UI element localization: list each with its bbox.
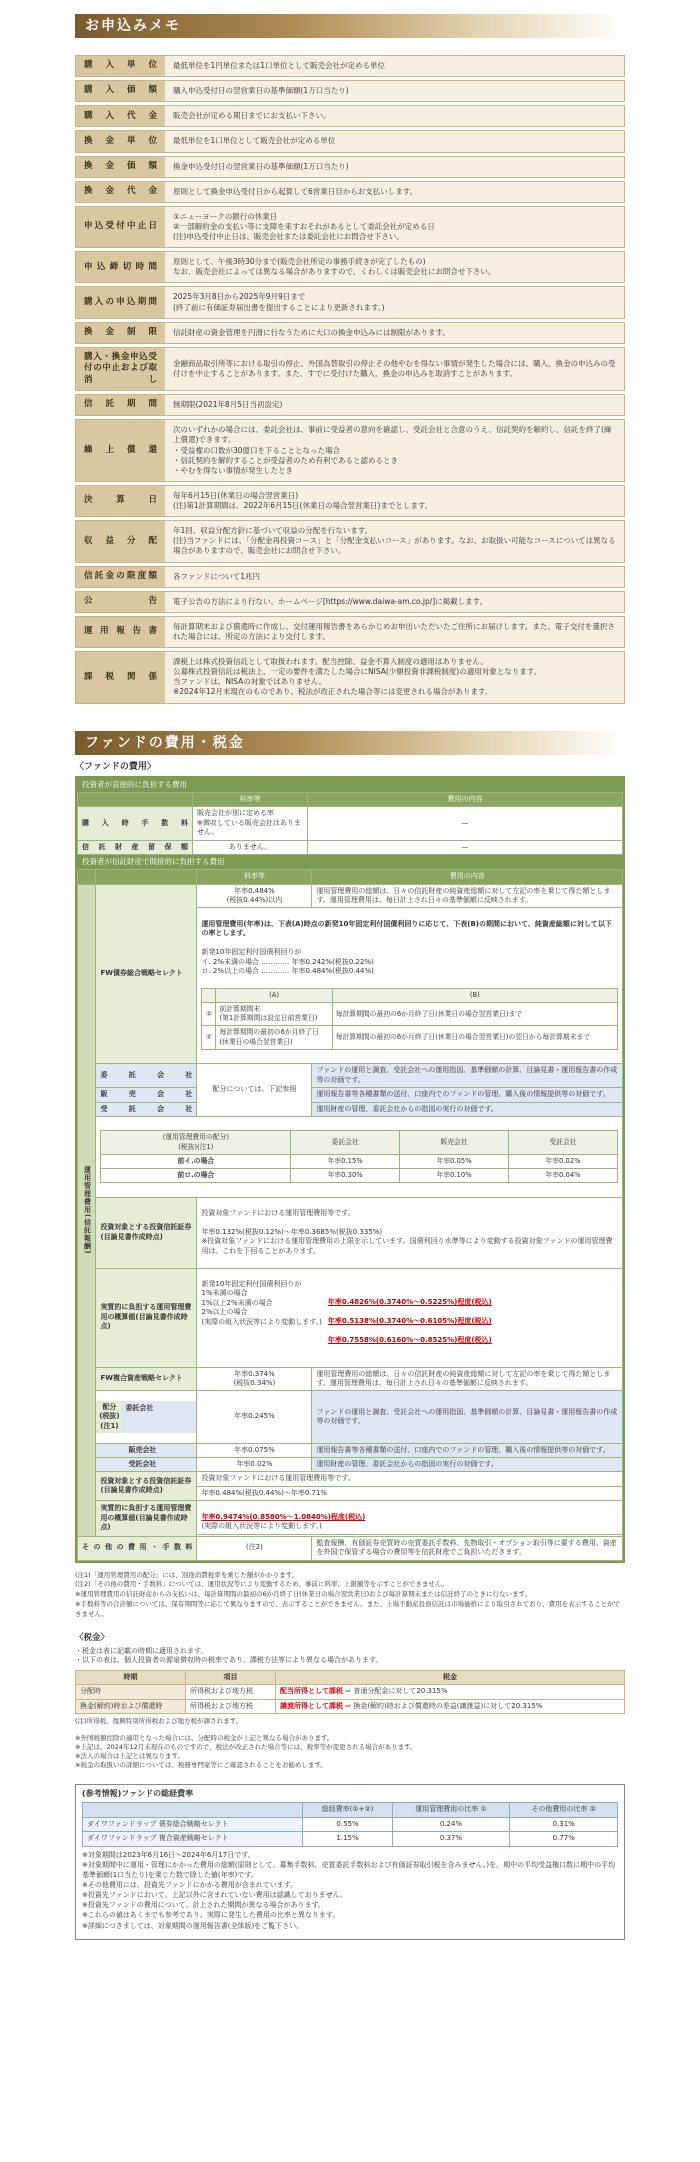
memo-row [75,566,625,588]
memo-row [75,322,625,344]
mix-itaku-content: ファンドの運用と調査、受託会社への運用指図、基準価額の計算、目論見書・運用報告書の作成等の対価です。 [312,1391,623,1443]
col-fee-header: 料率等 [193,792,308,806]
split-table [100,1130,618,1183]
ratio-value: 1.15% [303,1832,392,1846]
expense-ratio-box [75,1784,625,1940]
ab-no: ② [202,1026,216,1049]
memo-label: 課税関係 [75,651,165,704]
memo-value: 最低単位を1口単位として販売会社が定める単位 [165,130,625,152]
ab-no: ① [202,1003,216,1026]
ratio-row [83,1832,618,1846]
mix-itaku-fee: 年率0.245% [197,1391,312,1443]
indirect-cost-table [77,869,623,1560]
mix-hanbai-label: 販売会社 [96,1443,197,1457]
jutaku-content: 運用財産の管理、委託会社からの指図の実行の対価です。 [312,1102,623,1116]
memo-row [75,206,625,248]
ratio-row [83,1817,618,1831]
ab-b: 毎計算期間の最初の6か月終了日(休業日の場合翌営業日)の翌日から毎計算期末まで [332,1026,617,1049]
memo-value: 年1回、収益分配方針に基づいて収益の分配を行ないます。 (注)当ファンドには、「分配金再投資コース」と「分配金支払いコース」があります。なお、お取扱い可能なコースについては異なる場合がありますので、販売会社にお問合せ下さい。 [165,520,625,562]
memo-value: 金融商品取引所等における取引の停止、外国為替取引の停止その他やむを得ない事情が発生した場合には、購入、換金の申込みの受付けを中止することがあります。また、すでに受付けた購入、換金の申込みを取消すことがあります。 [165,347,625,391]
memo-label: 購入・換金申込受付の中止および取消し [75,347,165,391]
split-row-value: 年率0.10% [400,1168,509,1182]
split-head-row [101,1131,618,1154]
split-row [101,1154,618,1168]
effective-cell [197,1268,623,1367]
target-fee: 年率0.132%(税抜0.12%)〜年率0.3685%(税抜0.335%) ※投資対象ファンドにおける運用管理費用の上限を示しています。国債利回り水準等により変動する投資対象ファンドの運用管理費用は、これを下回ることがあります。 [201,1227,613,1255]
fw-mix-content: 運用管理費用の総額は、日々の信託財産の純資産総額に対して左記の率を乗じて得た額とします。運用管理費用は、毎日計上され日々の基準価額に反映されます。 [312,1367,623,1391]
fw-bond-fee: 年率0.484% (税抜0.44%)以内 [197,884,312,908]
arrow-icon: ⇨ [343,1701,354,1710]
trust-fee-vertical-label: 運用管理費用(信託報酬) [78,884,96,1536]
memo-row [75,591,625,613]
tax-time: 分配時 [76,1685,186,1699]
split-head-cell: (運用管理費用の配分) (税抜)(注1) [101,1131,291,1154]
tax-row [76,1685,625,1699]
memo-value: 販売会社が定める期日までにお支払い下さい。 [165,105,625,127]
memo-value: 信託財産の資金管理を円滑に行なうために大口の換金申込みには制限があります。 [165,322,625,344]
tax-head-tax: 税金 [276,1670,625,1684]
fw-mix-fee: 年率0.374% (税抜0.34%) [197,1367,312,1391]
indirect-cost-bar: 投資者が信託財産で間接的に負担する費用 [82,856,225,866]
memo-value: 課税上は株式投資信託として取扱われます。配当控除、益金不算入制度の適用はありません。 公募株式投資信託は税法上、一定の要件を満たした場合にNISA(少額投資非課税制度)の適用対象となります。 当ファンドは、NISAの対象ではありません。 ※2024年12月末現在のものであり、税法が改正された場合等には変更される場合があります。 [165,651,625,704]
tax-title: 〈税金〉 [75,1633,110,1644]
memo-row [75,105,625,127]
ab-table [201,988,618,1050]
tax-rate: 換金(解約)時および償還時の差益(譲渡益)に対して20.315% [353,1701,543,1710]
memo-label: 運用報告書 [75,616,165,648]
tax-head-time: 時期 [76,1670,186,1684]
memo-value: 2025年3月8日から2025年9月9日まで (終了前に有価証券届出書を提出することにより更新されます。) [165,286,625,318]
memo-label: 信託金の限度額 [75,566,165,588]
ratio-fund-name: ダイワファンドラップ 複合資産戦略セレクト [83,1832,303,1846]
tax-type: 配当所得として課税 [280,1687,343,1696]
itaku-content: ファンドの運用と調査、受託会社への運用指図、基準価額の計算、目論見書・運用報告書の作成等の対価です。 [312,1064,623,1088]
memo-label: 購入単位 [75,55,165,77]
fw-bond-rule [197,908,623,1064]
purchase-fee-label: 購入時手数料 [78,807,193,840]
ratio-value: 0.77% [510,1832,618,1846]
tax-cell [276,1699,625,1713]
ratio-notes: ※対象期間は2023年6月16日〜2024年6月17日です。 ※対象期間中に運用・管理にかかった費用の総額(原則として、募集手数料、売買委託手数料および有価証券取引税を含みません。)を、期中の平均受益権口数に期中の平均基準価額(1口当たり)を乗じた数で除した値(年率)です。 ※その他費用には、投資先ファンドにかかる費用が含まれています。 ※投資先ファンドにおいて、上記以外に含まれていない費用は認識しておりません。 ※投資先ファンドの費用について、計上された期間が異なる場合があります。 ※これらの値はあくまでも参考であり、実際に発生した費用の比率と異なります。 ※詳細につきましては、対象期間の運用報告書(全体版)をご覧下さい。 [82,1850,616,1930]
memo-label: 購入代金 [75,105,165,127]
target-cell [197,1197,623,1268]
memo-row [75,156,625,178]
memo-label: 決算日 [75,485,165,517]
haibun-label: 配分 (税抜) (注1) [96,1401,122,1433]
target-content: 投資対象ファンドにおける運用管理費用等です。 [201,1208,355,1217]
effective-value-3: 年率0.7558%(0.6160%〜0.8525%)程度(税込) [327,1336,492,1345]
memo-row [75,251,625,283]
split-row-label: 前ロ.の場合 [101,1168,291,1182]
tax-item: 所得税および地方税 [186,1699,276,1713]
ab-a: 毎計算期間の最初の6か月終了日 (休業日の場合翌営業日) [216,1026,332,1049]
memo-row [75,80,625,102]
memo-row [75,520,625,562]
ratio-table [82,1802,618,1846]
fw-bond-rule-lines: 新発10年固定利付国債利回りが イ. 2%未満の場合 ………… 年率0.242%(税抜0.22%) ロ. 2%以上の場合 ………… 年率0.484%(税抜0.44%) [201,948,374,976]
memo-label: 換金代金 [75,181,165,203]
split-row-value: 年率0.02% [509,1154,618,1168]
memo-table [75,52,625,707]
purchase-fee-content: — [308,807,623,840]
ab-row [202,1003,618,1026]
fw-mix-label: FW複合資産戦略セレクト [96,1367,197,1391]
memo-value: 毎計算期末および償還時に作成し、交付運用報告書をあらかじめお申出いただいたご住所にお届けします。また、電子交付を選択された場合には、所定の方法により交付します。 [165,616,625,648]
memo-row [75,485,625,517]
other-fee-content: 監査報酬、有価証券売買時の売買委託手数料、先物取引・オプション取引等に要する費用、資産を外国で保管する場合の費用等を信託財産でご負担いただきます。 [312,1536,623,1560]
ab-b: 毎計算期間の最初の6か月終了日(休業日の場合翌営業日)まで [332,1003,617,1026]
tax-time: 換金(解約)時および償還時 [76,1699,186,1713]
effective-lines: 新発10年固定利付国債利回りが 1%未満の場合 1%以上2%未満の場合 2%以上の場合 (実際の組入状況等により変動します。) [201,1280,322,1326]
memo-row [75,347,625,391]
memo-label: 繰上償還 [75,419,165,482]
split-head-cell: 販売会社 [400,1131,509,1154]
split-row-value: 年率0.04% [509,1168,618,1182]
mix-jutaku-content: 運用財産の管理、委託会社からの指図の実行の対価です。 [312,1458,623,1472]
ratio-title: (参考情報)ファンドの総経費率 [82,1788,194,1798]
col-content-header-2: 費用の内容 [312,870,623,884]
memo-label: 購入の申込期間 [75,286,165,318]
split-row [101,1168,618,1182]
purchase-fee-rate: 販売会社が別に定める率 ※徴収している販売会社はありません。 [193,807,308,840]
ratio-head-cell [83,1803,303,1817]
mix-itaku-label: 委託会社 [122,1401,196,1433]
memo-row [75,394,625,416]
itaku-label: 委託会社 [96,1064,197,1088]
ratio-value: 0.37% [392,1832,510,1846]
memo-label: 換金制限 [75,322,165,344]
memo-label: 公告 [75,591,165,613]
memo-label: 換金価額 [75,156,165,178]
fw-bond-content: 運用管理費用の総額は、日々の信託財産の純資産総額に対して左記の率を乗じて得た額とします。運用管理費用は、毎日計上され日々の基準価額に反映されます。 [312,884,623,908]
memo-row [75,419,625,482]
memo-label: 購入価額 [75,80,165,102]
memo-label: 申込受付中止日 [75,206,165,248]
jutaku-label: 受託会社 [96,1102,197,1116]
distrib-fee: 配分については、下記参照 [197,1064,312,1117]
mix-effective-value: 年率0.9474%(0.8580%〜1.0840%)程度(税込) [201,1512,366,1521]
mix-target-content: 投資対象ファンドにおける運用管理費用等です。 [197,1472,623,1486]
ratio-value: 0.55% [303,1817,392,1831]
memo-row [75,181,625,203]
fw-bond-label: FW債券総合戦略セレクト [96,884,197,1064]
ratio-head-cell: その他費用の比率 ② [510,1803,618,1817]
direct-cost-table [77,792,623,855]
memo-label: 信託期間 [75,394,165,416]
memo-value: 電子公告の方法により行ない、ホームページ[https://www.daiwa-am.co.jp/]に掲載します。 [165,591,625,613]
retention-content: — [308,840,623,854]
tax-head-item: 項目 [186,1670,276,1684]
mix-jutaku-fee: 年率0.02% [197,1458,312,1472]
fw-bond-rule-title: 運用管理費用(年率)は、下表(A)時点の新発10年固定利付国債利回りに応じて、下表(B)の期間において、純資産総額に対して以下の率とします。 [201,919,612,938]
memo-value: 次のいずれかの場合には、委託会社は、事前に受益者の意向を確認し、受託会社と合意のうえ、信託契約を解約し、信託を終了(繰上償還)できます。 ・受益権の口数が30億口を下ることとなった場合 ・信託契約を解約することが受益者のため有利であると認めるとき ・やむを得ない事情が発生したとき [165,419,625,482]
memo-row [75,286,625,318]
tax-rate: 普通分配金に対して20.315% [353,1687,448,1696]
ab-head-b: (B) [332,988,617,1002]
memo-row [75,130,625,152]
ab-head-a: (A) [216,988,332,1002]
mix-target-fee: 年率0.484%(税抜0.44%)〜年率0.71% [197,1486,623,1500]
cost-notes: (注1)「運用管理費用の配分」には、別途消費税率を乗じた額がかかります。 (注2)「その他の費用・手数料」については、運用状況等により変動するため、事前に料率、上限額等を示すことができません。 ※運用管理費用の信託財産からの支払いは、毎計算期間の最初の6か月終了日(休業日の場合翌営業日)および毎計算期末または信託終了のときに行ないます。 ※手数料等の合計額については、保有期間等に応じて異なりますので、表示することができません。また、上場不動産投資信託は市場価格により取引されており、費用を表示することができません。 [75,1570,621,1618]
ratio-head-cell: 運用管理費用の比率 ① [392,1803,510,1817]
arrow-icon: ⇨ [343,1687,354,1696]
ab-a: 前計算期間末 (第1計算期間は設定日前営業日) [216,1003,332,1026]
col-fee-header-2: 料率等 [197,870,312,884]
memo-value: 原則として換金申込受付日から起算して6営業日目からお支払いします。 [165,181,625,203]
memo-value: 換金申込受付日の翌営業日の基準価額(1万口当たり) [165,156,625,178]
mix-hanbai-fee: 年率0.075% [197,1443,312,1457]
mix-hanbai-content: 運用報告書等各種書類の送付、口座内でのファンドの管理、購入後の情報提供等の対価です。 [312,1443,623,1457]
ab-row [202,1026,618,1049]
memo-value: 購入申込受付日の翌営業日の基準価額(1万口当たり) [165,80,625,102]
costs-box [75,776,625,1563]
memo-value: 原則として、午後3時30分まで(販売会社所定の事務手続きが完了したもの) なお、販売会社によっては異なる場合がありますので、くわしくは販売会社にお問合せ下さい。 [165,251,625,283]
hanbai-label: 販売会社 [96,1088,197,1102]
other-fee: (注2) [197,1536,312,1560]
effective-label: 実質的に負担する運用管理費用の概算値(目論見書作成時点) [96,1268,197,1367]
tax-type: 譲渡所得として課税 [280,1701,343,1710]
split-row-value: 年率0.15% [291,1154,400,1168]
hanbai-content: 運用報告書等各種書類の送付、口座内でのファンドの管理、購入後の情報提供等の対価です。 [312,1088,623,1102]
split-row-value: 年率0.30% [291,1168,400,1182]
ratio-value: 0.31% [510,1817,618,1831]
mix-jutaku-label: 受託会社 [96,1458,197,1472]
memo-value: ①ニューヨークの銀行の休業日 ②一部解約金の支払い等に支障を来すおそれがあるとして委託会社が定める日 (注)申込受付中止日は、販売会社または委託会社にお問合せ下さい。 [165,206,625,248]
memo-section-title: お申込みメモ [75,14,625,38]
split-row-label: 前イ.の場合 [101,1154,291,1168]
memo-label: 申込締切時間 [75,251,165,283]
memo-value: 各ファンドについて1兆円 [165,566,625,588]
split-head-cell: 委託会社 [291,1131,400,1154]
ratio-head-cell: 総経費率(①+②) [303,1803,392,1817]
retention-label: 信託財産留保額 [78,840,193,854]
direct-cost-bar: 投資者が直接的に負担する費用 [82,779,187,789]
ratio-value: 0.24% [392,1817,510,1831]
split-row-value: 年率0.05% [400,1154,509,1168]
memo-value: 無期限(2021年8月5日当初設定) [165,394,625,416]
memo-label: 収益分配 [75,520,165,562]
tax-notes: ・税金は表に記載の時期に適用されます。 ・以下の表は、個人投資者の源泉徴収時の税率であり、課税方法等により異なる場合があります。 [75,1646,383,1665]
memo-row [75,55,625,77]
target-label: 投資対象とする投資信託証券(目論見書作成時点) [96,1197,197,1268]
costs-section-title: ファンドの費用・税金 [75,731,625,755]
col-content-header: 費用の内容 [308,792,623,806]
memo-row [75,616,625,648]
memo-value: 毎年6月15日(休業日の場合翌営業日) (注)第1計算期間は、2022年6月15日(休業日の場合翌営業日)までとします。 [165,485,625,517]
tax-footnotes: (注)所得税、復興特別所得税および地方税が課されます。 ※外国税額控除の適用となった場合には、分配時の税金が上記と異なる場合があります。 ※上記は、2024年12月末現在のものですので、税法が改正された場合等には、税率等が変更される場合があります。 ※法人の場合は上記とは異なります。 ※税金の取扱いの詳細については、税務専門家等にご確認されることをお勧めします。 [75,1716,417,1769]
tax-cell [276,1685,625,1699]
split-cell [96,1116,623,1197]
mix-target-label: 投資対象とする投資信託証券(目論見書作成時点) [96,1472,197,1501]
mix-effective-label: 実質的に負担する運用管理費用の概算値(目論見書作成時点) [96,1501,197,1536]
mix-effective-suffix: (実際の組入状況等により変動します。) [201,1522,322,1531]
effective-value-1: 年率0.4826%(0.3740%〜0.5225%)程度(税込) [327,1298,492,1307]
retention-rate: ありません。 [193,840,308,854]
memo-row [75,651,625,704]
fund-costs-label: 〈ファンドの費用〉 [75,761,156,772]
memo-value: 最低単位を1円単位または1口単位として販売会社が定める単位 [165,55,625,77]
ratio-head-row [83,1803,618,1817]
memo-label: 換金単位 [75,130,165,152]
effective-value-2: 年率0.5138%(0.3740%〜0.6105%)程度(税込) [327,1317,492,1326]
tax-item: 所得税および地方税 [186,1685,276,1699]
tax-table [75,1670,625,1714]
ratio-fund-name: ダイワファンドラップ 債券総合戦略セレクト [83,1817,303,1831]
split-head-cell: 受託会社 [509,1131,618,1154]
tax-row [76,1699,625,1713]
other-fee-label: その他の費用・手数料 [78,1536,197,1560]
